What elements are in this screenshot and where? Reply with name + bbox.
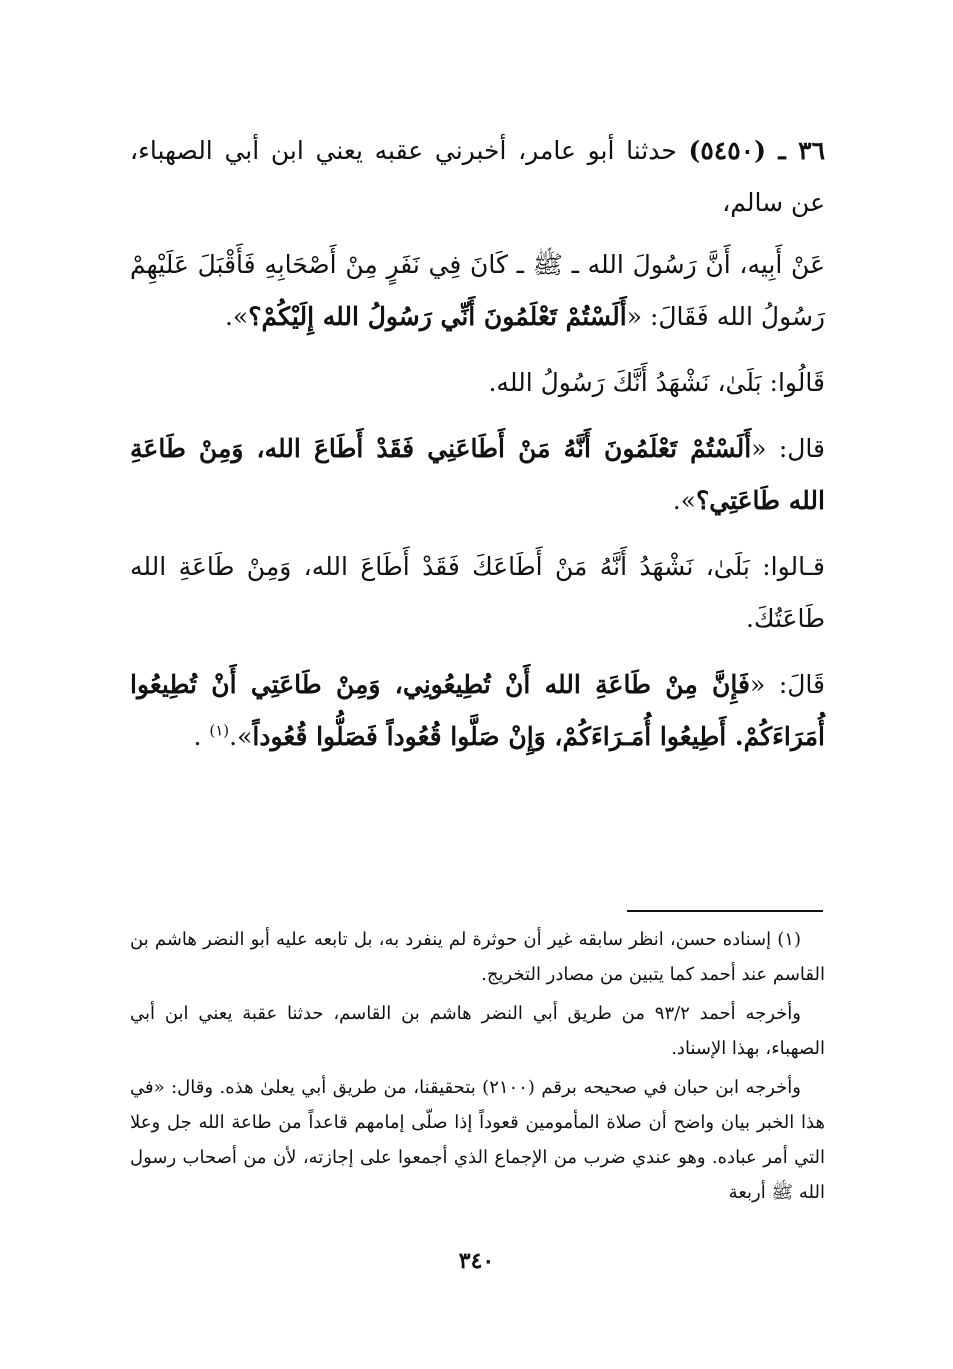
p5-intro: قَالَ: « (749, 670, 825, 699)
footnote-1: (١) إسناده حسن، انظر سابقه غير أن حوثرة لم ينفرد به، بل تابعه عليه أبو النضر هاشم بن القاسم عند أحمد كما يتبين من مصادر التخريج. (130, 929, 825, 985)
footnote-2: وأخرجه أحمد ٩٣/٢ من طريق أبي النضر هاشم بن القاسم، حدثنا عقبة يعني ابن أبي الصهباء، بهذا الإسناد. (130, 1003, 825, 1059)
main-text (130, 125, 825, 777)
hadith-chain: حدثنا أبو عامر، أخبرني عقبه يعني ابن أبي الصهباء، عن سالم، (130, 136, 825, 217)
footnote-3: وأخرجه ابن حبان في صحيحه برقم (٢١٠٠) بتحقيقنا، من طريق أبي يعلىٰ هذه. وقال: «في هذا الخبر بيان واضح أن صلاة المأمومين قعوداً إذا صلّى إمامهم قاعداً من طاعة الله جل وعلا التي أمر عباده. وهو عندي ضرب من الإجماع الذي أجمعوا على إجازته، لأن من أصحاب رسول الله ﷺ أربعة (130, 1077, 825, 1203)
p3-quote: أَلَسْتُمْ تَعْلَمُونَ أَنَّهُ مَنْ أَطَاعَنِي فَقَدْ أَطَاعَ الله، وَمِنْ طَاعَةِ الله طَاعَتِي؟ (130, 434, 825, 515)
hadith-paragraph-1 (130, 239, 825, 343)
p5-quote: فَإِنَّ مِنْ طَاعَةِ الله أَنْ تُطِيعُونِي، وَمِنْ طَاعَتِي أَنْ تُطِيعُوا أُمَرَاءَكُمْ. أَطِيعُوا أُمَـرَاءَكُمْ، وَإِنْ صَلَّوا قُعُوداً فَصَلُّوا قُعُوداً (130, 670, 825, 751)
hadith-paragraph-2 (130, 357, 825, 409)
p5-end: ». (229, 722, 253, 751)
footnote-reference: (١) (209, 721, 230, 740)
page-number: ٣٤٠ (458, 1248, 495, 1274)
p1-end: ». (224, 302, 249, 331)
hadith-header (130, 125, 825, 229)
hadith-paragraph-3 (130, 423, 825, 527)
footnote-separator (627, 910, 823, 912)
p3-intro: قال: « (751, 434, 825, 463)
p1-intro: عَنْ أَبِيه، أَنَّ رَسُولَ الله ـ ﷺ ـ كَانَ فِي نَفَرٍ مِنْ أَصْحَابِهِ فَأَقْبَلَ عَلَيْهِمْ رَسُولُ الله فَقَالَ: « (130, 250, 825, 331)
p3-end: ». (672, 486, 696, 515)
p1-quote: أَلَسْتُمْ تَعْلَمُونَ أَنِّي رَسُولُ الله إِلَيْكُمْ؟ (248, 302, 627, 331)
p2-text: قَالُوا: بَلَىٰ، نَشْهَدُ أَنَّكَ رَسُولُ الله. (488, 368, 825, 397)
footnotes (130, 922, 825, 1214)
p4-text: قـالوا: بَلَىٰ، نَشْهَدُ أَنَّهُ مَنْ أَطَاعَكَ فَقَدْ أَطَاعَ الله، وَمِنْ طَاعَةِ الله طَاعَتُكَ. (130, 552, 825, 633)
hadith-paragraph-5: قَالَ: «فَإِنَّ مِنْ طَاعَةِ الله أَنْ تُطِيعُونِي، وَمِنْ طَاعَتِي أَنْ تُطِيعُوا أُمَرَاءَكُمْ. أَطِيعُوا أُمَـرَاءَكُمْ، وَإِنْ صَلَّوا قُعُوداً فَصَلُّوا قُعُوداً».$^{(١)}$ . (130, 670, 825, 751)
hadith-paragraph-4 (130, 541, 825, 645)
hadith-number: ٣٦ ـ (٥٤٥٠) (688, 136, 825, 165)
